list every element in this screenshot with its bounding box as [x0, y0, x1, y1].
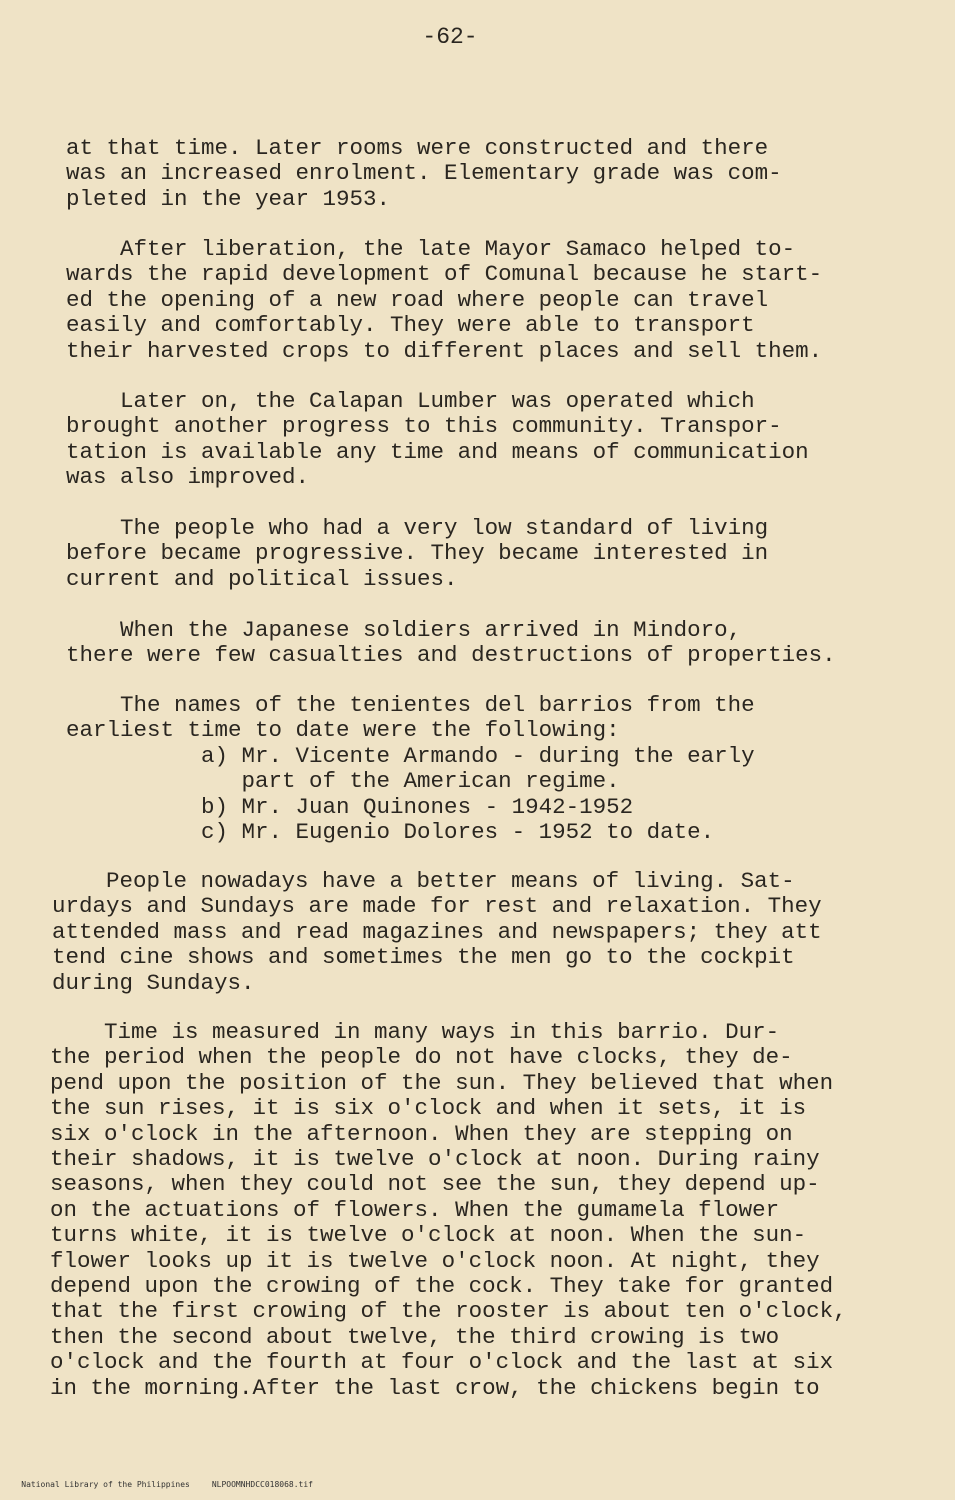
paragraph-lumber: Later on, the Calapan Lumber was operated which brought another progress to this community. Transpor- tation is available any time and means of communication was also improved. — [66, 388, 809, 491]
footer-file: NLPOOMNHDCC018068.tif — [211, 1480, 313, 1489]
paragraph-leisure: People nowadays have a better means of living. Sat- urdays and Sundays are made for rest and relaxation. They attended mass and read magazines and newspapers; they att tend cine shows and sometimes the men go to the cockpit during Sundays. — [52, 868, 822, 996]
tenientes-list: a) Mr. Vicente Armando - during the early part of the American regime. b) Mr. Juan Quinones - 1942-1952 c) Mr. Eugenio Dolores - 1952 to date. — [201, 743, 755, 846]
paragraph-tenientes: The names of the tenientes del barrios from the earliest time to date were the following: — [66, 692, 755, 744]
page-number: -62- — [422, 24, 478, 50]
footer-library: National Library of the Philippines — [21, 1480, 190, 1489]
paragraph-school: at that time. Later rooms were constructed and there was an increased enrolment. Elementary grade was com- pleted in the year 1953. — [66, 135, 782, 212]
paragraph-time-measure: Time is measured in many ways in this barrio. Dur- the period when the people do not have clocks, they de- pend upon the position of the sun. They believed that when the sun rises, it is six o'clock and when it sets, it is six o'clock in the afternoon. When they are stepping on their shadows, it is twelve o'clock at noon. During rainy seasons, when they could not see the sun, they depend up- on the actuations of flowers. When the gumamela flower turns white, it is twelve o'clock at noon. When the sun- flower looks up it is twelve o'clock noon. At night, they depend upon the crowing of the cock. They take for granted that the first crowing of the rooster is about ten o'clock, then the second about twelve, the third crowing is two o'clock and the fourth at four o'clock and the last at six in the morning.After the last crow, the chickens begin to — [50, 1019, 847, 1401]
paragraph-living-standard: The people who had a very low standard of living before became progressive. They became interested in current and political issues. — [66, 515, 769, 592]
paragraph-liberation: After liberation, the late Mayor Samaco helped to- wards the rapid development of Comunal because he start- ed the opening of a new road where people can travel easily and comfortably. They were able to transport their harvested crops to different places and sell them. — [66, 236, 823, 364]
paragraph-japanese: When the Japanese soldiers arrived in Mindoro, there were few casualties and destructions of properties. — [66, 617, 836, 669]
archive-footer — [2, 1471, 335, 1498]
